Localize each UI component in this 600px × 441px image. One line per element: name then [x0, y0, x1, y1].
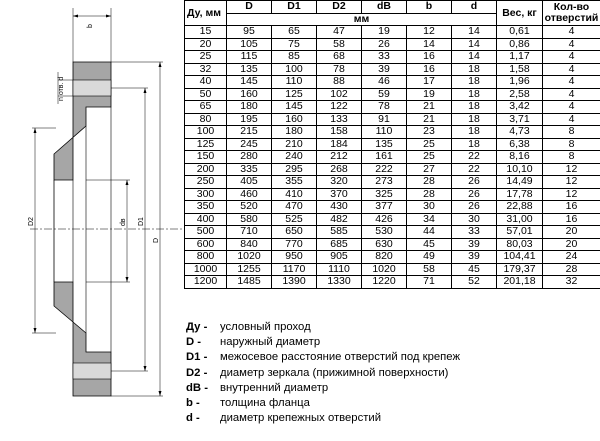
cell-D: 215: [227, 126, 272, 139]
cell-b: 30: [407, 201, 452, 214]
cell-D1: 65: [272, 26, 317, 39]
table-row: [185, 226, 600, 239]
cell-dB: 59: [362, 88, 407, 101]
legend-symbol: D2 -: [186, 366, 208, 379]
cell-ves: 8,16: [497, 151, 543, 164]
cell-ves: 1,17: [497, 51, 543, 64]
D1-arrow-top: [144, 88, 147, 93]
cell-du: 50: [185, 88, 227, 101]
cell-ves: 22,88: [497, 201, 543, 214]
cell-D1: 110: [272, 76, 317, 89]
cell-kol: 4: [543, 38, 600, 51]
cell-ves: 201,18: [497, 276, 543, 289]
cell-D: 95: [227, 26, 272, 39]
cell-dB: 78: [362, 101, 407, 114]
header-du: Ду, мм: [185, 1, 227, 26]
cell-du: 150: [185, 151, 227, 164]
cell-dB: 630: [362, 238, 407, 251]
table-row: [185, 113, 600, 126]
cell-b: 23: [407, 126, 452, 139]
cell-du: 300: [185, 188, 227, 201]
D-label: D: [153, 237, 160, 243]
cell-kol: 24: [543, 251, 600, 264]
legend-symbol: Ду -: [186, 321, 208, 333]
header-kol: Кол-во отверстий: [543, 1, 600, 26]
table-row: [185, 176, 600, 189]
cell-kol: 12: [543, 176, 600, 189]
d-holes-label: n отв. d: [58, 76, 65, 101]
legend-description: толщина фланца: [220, 397, 310, 410]
cell-D: 115: [227, 51, 272, 64]
cell-du: 40: [185, 76, 227, 89]
header-dB: dB: [362, 1, 407, 14]
legend-description: внутренний диаметр: [220, 381, 329, 394]
cell-D2: 370: [317, 188, 362, 201]
cell-D2: 133: [317, 113, 362, 126]
table-row: [185, 138, 600, 151]
cell-dB: 1220: [362, 276, 407, 289]
cell-ves: 0,61: [497, 26, 543, 39]
cell-d: 26: [452, 176, 497, 189]
cell-D1: 145: [272, 101, 317, 114]
cell-D1: 100: [272, 63, 317, 76]
cell-du: 1200: [185, 276, 227, 289]
cell-ves: 179,37: [497, 263, 543, 276]
cell-D1: 525: [272, 213, 317, 226]
cell-kol: 4: [543, 101, 600, 114]
cell-kol: 8: [543, 126, 600, 139]
cell-dB: 426: [362, 213, 407, 226]
cell-kol: 20: [543, 226, 600, 239]
cell-du: 125: [185, 138, 227, 151]
table-row: [185, 163, 600, 176]
legend-symbol: dB -: [186, 381, 208, 394]
dB-arrow-bottom: [126, 277, 129, 282]
legend-symbol: d -: [186, 412, 200, 425]
cell-D1: 650: [272, 226, 317, 239]
cell-D2: 102: [317, 88, 362, 101]
legend-item: [186, 381, 596, 396]
table-row: [185, 201, 600, 214]
cell-D1: 160: [272, 113, 317, 126]
table-row: [185, 63, 600, 76]
cell-d: 39: [452, 238, 497, 251]
cell-D2: 212: [317, 151, 362, 164]
cell-ves: 104,41: [497, 251, 543, 264]
cell-d: 39: [452, 251, 497, 264]
table-row: [185, 26, 600, 39]
cell-dB: 135: [362, 138, 407, 151]
cell-d: 52: [452, 276, 497, 289]
cell-d: 33: [452, 226, 497, 239]
cell-ves: 14,49: [497, 176, 543, 189]
cell-dB: 39: [362, 63, 407, 76]
cell-dB: 273: [362, 176, 407, 189]
cell-D2: 685: [317, 238, 362, 251]
cell-b: 25: [407, 151, 452, 164]
dB-label: dв: [120, 218, 127, 226]
cell-dB: 26: [362, 38, 407, 51]
legend-item: [186, 335, 596, 350]
cell-D1: 210: [272, 138, 317, 151]
cell-du: 250: [185, 176, 227, 189]
cell-ves: 1,96: [497, 76, 543, 89]
table-row: [185, 126, 600, 139]
cell-d: 18: [452, 138, 497, 151]
cell-du: 500: [185, 226, 227, 239]
cell-d: 14: [452, 51, 497, 64]
cell-dB: 530: [362, 226, 407, 239]
cell-du: 100: [185, 126, 227, 139]
cell-d: 22: [452, 151, 497, 164]
cell-b: 25: [407, 138, 452, 151]
cell-dB: 46: [362, 76, 407, 89]
cell-D2: 184: [317, 138, 362, 151]
cell-dB: 377: [362, 201, 407, 214]
cell-D: 195: [227, 113, 272, 126]
cell-d: 26: [452, 188, 497, 201]
table-row: [185, 213, 600, 226]
cell-ves: 3,71: [497, 113, 543, 126]
cell-D2: 47: [317, 26, 362, 39]
cell-b: 71: [407, 276, 452, 289]
cell-D: 1020: [227, 251, 272, 264]
cell-b: 28: [407, 188, 452, 201]
flange-cross-section-drawing: [0, 0, 184, 441]
cell-D: 160: [227, 88, 272, 101]
cell-du: 800: [185, 251, 227, 264]
cell-kol: 16: [543, 213, 600, 226]
cell-d: 18: [452, 126, 497, 139]
cell-b: 27: [407, 163, 452, 176]
table-row: [185, 76, 600, 89]
cell-kol: 8: [543, 138, 600, 151]
cell-D1: 180: [272, 126, 317, 139]
legend-symbol: b -: [186, 397, 200, 410]
D1-arrow-bottom: [144, 366, 147, 371]
cell-ves: 3,42: [497, 101, 543, 114]
D1-label: D1: [138, 217, 145, 226]
cell-D: 245: [227, 138, 272, 151]
cell-dB: 325: [362, 188, 407, 201]
cell-du: 1000: [185, 263, 227, 276]
cell-kol: 28: [543, 263, 600, 276]
cell-D1: 410: [272, 188, 317, 201]
header-D2: D2: [317, 1, 362, 14]
cell-D: 105: [227, 38, 272, 51]
D-arrow-bottom: [159, 391, 162, 396]
cell-D: 1255: [227, 263, 272, 276]
cell-b: 58: [407, 263, 452, 276]
cell-b: 17: [407, 76, 452, 89]
cell-b: 12: [407, 26, 452, 39]
cell-D2: 158: [317, 126, 362, 139]
cell-D1: 295: [272, 163, 317, 176]
cell-D2: 68: [317, 51, 362, 64]
table-row: [185, 238, 600, 251]
cell-ves: 17,78: [497, 188, 543, 201]
cell-D2: 482: [317, 213, 362, 226]
cell-du: 65: [185, 101, 227, 114]
legend-item: [186, 350, 596, 365]
cell-b: 16: [407, 63, 452, 76]
cell-D: 580: [227, 213, 272, 226]
cell-d: 18: [452, 113, 497, 126]
cell-dB: 91: [362, 113, 407, 126]
cell-d: 18: [452, 88, 497, 101]
cell-D1: 85: [272, 51, 317, 64]
cell-D1: 470: [272, 201, 317, 214]
cell-d: 30: [452, 213, 497, 226]
cell-du: 15: [185, 26, 227, 39]
table-row: [185, 188, 600, 201]
cell-d: 18: [452, 63, 497, 76]
cell-b: 14: [407, 38, 452, 51]
cell-d: 18: [452, 101, 497, 114]
cell-D: 520: [227, 201, 272, 214]
cell-ves: 31,00: [497, 213, 543, 226]
cell-D1: 770: [272, 238, 317, 251]
legend-item: [186, 366, 596, 381]
cell-D1: 355: [272, 176, 317, 189]
cell-b: 34: [407, 213, 452, 226]
header-D: D: [227, 1, 272, 14]
cell-D2: 320: [317, 176, 362, 189]
cell-kol: 4: [543, 76, 600, 89]
cell-kol: 12: [543, 163, 600, 176]
cell-D1: 1170: [272, 263, 317, 276]
bolt-hole-top: [73, 80, 111, 96]
cell-D: 840: [227, 238, 272, 251]
cell-ves: 80,03: [497, 238, 543, 251]
cell-ves: 0,86: [497, 38, 543, 51]
cell-D2: 585: [317, 226, 362, 239]
cell-dB: 33: [362, 51, 407, 64]
cell-D: 145: [227, 76, 272, 89]
b-label: b: [87, 24, 94, 28]
bolt-hole-bottom: [73, 363, 111, 379]
D-arrow-top: [159, 62, 162, 67]
cell-kol: 4: [543, 88, 600, 101]
cell-D: 335: [227, 163, 272, 176]
cell-dB: 110: [362, 126, 407, 139]
cell-D2: 1330: [317, 276, 362, 289]
legend-description: диаметр зеркала (прижимной поверхности): [220, 366, 449, 379]
cell-d: 26: [452, 201, 497, 214]
cell-du: 200: [185, 163, 227, 176]
cell-b: 28: [407, 176, 452, 189]
cell-b: 21: [407, 101, 452, 114]
legend-symbol: D -: [186, 336, 202, 349]
cell-kol: 4: [543, 113, 600, 126]
D2-arrow-top: [34, 128, 37, 133]
cell-D: 405: [227, 176, 272, 189]
cell-ves: 2,58: [497, 88, 543, 101]
cell-dB: 222: [362, 163, 407, 176]
cell-kol: 32: [543, 276, 600, 289]
cell-du: 80: [185, 113, 227, 126]
cell-kol: 8: [543, 151, 600, 164]
cell-D1: 240: [272, 151, 317, 164]
cell-D1: 75: [272, 38, 317, 51]
cell-b: 49: [407, 251, 452, 264]
cell-D2: 78: [317, 63, 362, 76]
cell-D2: 1110: [317, 263, 362, 276]
header-D1: D1: [272, 1, 317, 14]
cell-D: 280: [227, 151, 272, 164]
cell-D2: 905: [317, 251, 362, 264]
cell-d: 45: [452, 263, 497, 276]
cell-D: 180: [227, 101, 272, 114]
cell-kol: 4: [543, 51, 600, 64]
legend: [186, 320, 596, 426]
cell-b: 19: [407, 88, 452, 101]
b-arrow-right: [106, 15, 111, 18]
cell-ves: 10,10: [497, 163, 543, 176]
legend-description: межосевое расстояние отверстий под крепеж: [220, 351, 461, 364]
cell-D1: 125: [272, 88, 317, 101]
cell-d: 22: [452, 163, 497, 176]
legend-item: [186, 411, 596, 426]
legend-description: наружный диаметр: [220, 336, 321, 349]
cell-D: 460: [227, 188, 272, 201]
flange-spec-table: [184, 0, 600, 289]
cell-d: 14: [452, 38, 497, 51]
cell-D2: 430: [317, 201, 362, 214]
table-row: [185, 88, 600, 101]
cell-D: 1485: [227, 276, 272, 289]
cell-du: 32: [185, 63, 227, 76]
legend-item: [186, 320, 596, 335]
cell-kol: 4: [543, 26, 600, 39]
table-row: [185, 101, 600, 114]
cell-kol: 12: [543, 188, 600, 201]
cell-ves: 6,38: [497, 138, 543, 151]
cell-ves: 4,73: [497, 126, 543, 139]
cell-du: 350: [185, 201, 227, 214]
cell-kol: 16: [543, 201, 600, 214]
cell-D: 135: [227, 63, 272, 76]
cell-d: 18: [452, 76, 497, 89]
cell-kol: 20: [543, 238, 600, 251]
cell-du: 400: [185, 213, 227, 226]
legend-symbol: D1 -: [186, 351, 208, 364]
D2-arrow-bottom: [34, 328, 37, 333]
dB-arrow-top: [126, 180, 129, 185]
cell-b: 45: [407, 238, 452, 251]
cell-du: 25: [185, 51, 227, 64]
cell-du: 600: [185, 238, 227, 251]
legend-description: диаметр крепежных отверстий: [220, 412, 382, 425]
cell-D1: 1390: [272, 276, 317, 289]
legend-description: условный проход: [220, 321, 311, 333]
header-b: b: [407, 1, 452, 14]
table-row: [185, 251, 600, 264]
cell-b: 21: [407, 113, 452, 126]
cell-D2: 268: [317, 163, 362, 176]
cell-D2: 122: [317, 101, 362, 114]
table-row: [185, 276, 600, 289]
cell-dB: 19: [362, 26, 407, 39]
legend-item: [186, 396, 596, 411]
cell-b: 16: [407, 51, 452, 64]
cell-dB: 161: [362, 151, 407, 164]
cell-kol: 4: [543, 63, 600, 76]
table-row: [185, 151, 600, 164]
cell-D1: 950: [272, 251, 317, 264]
cell-D2: 58: [317, 38, 362, 51]
table-row: [185, 38, 600, 51]
header-unit: мм: [227, 13, 497, 26]
D2-label: D2: [28, 217, 35, 226]
cell-d: 14: [452, 26, 497, 39]
cell-b: 44: [407, 226, 452, 239]
cell-dB: 1020: [362, 263, 407, 276]
table-row: [185, 51, 600, 64]
header-d: d: [452, 1, 497, 14]
b-arrow-left: [73, 15, 78, 18]
table-row: [185, 263, 600, 276]
cell-D: 710: [227, 226, 272, 239]
cell-D2: 88: [317, 76, 362, 89]
cell-du: 20: [185, 38, 227, 51]
cell-dB: 820: [362, 251, 407, 264]
cell-ves: 57,01: [497, 226, 543, 239]
header-ves: Вес, кг: [497, 1, 543, 26]
cell-ves: 1,58: [497, 63, 543, 76]
